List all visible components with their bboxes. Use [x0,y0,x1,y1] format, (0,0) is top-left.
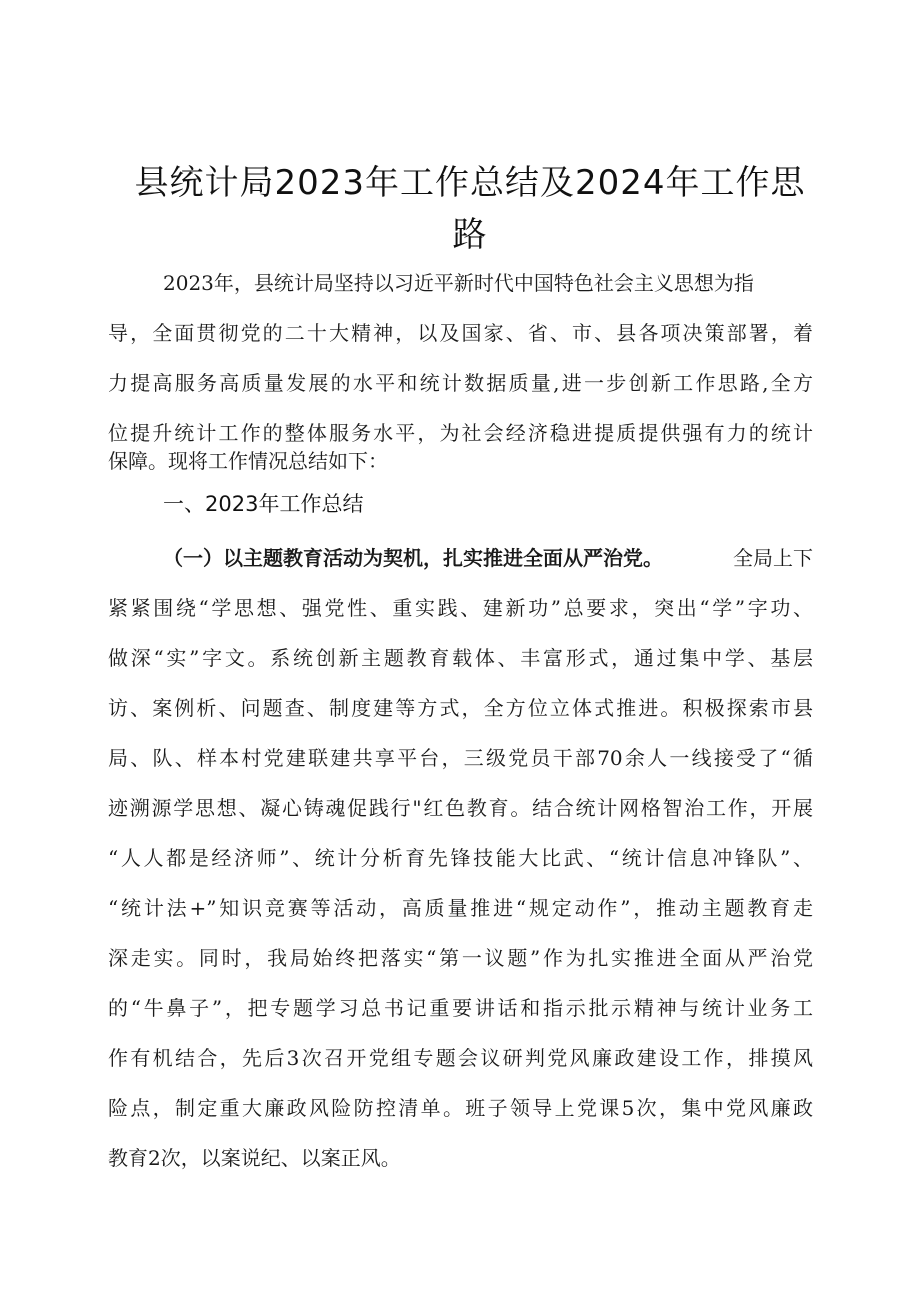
document-title-line-1: 县统计局2023年工作总结及2024年工作思 [134,163,806,203]
body-line: 局、队、样本村党建联建共享平台，三级党员干部70余人一线接受了“循 [108,746,813,770]
body-line: 险点，制定重大廉政风险防控清单。班子领导上党课5次，集中党风廉政 [108,1096,813,1120]
body-line: “人人都是经济师”、统计分析育先锋技能大比武、“统计信息冲锋队”、 [108,846,813,870]
section-heading: 一、2023年工作总结 [163,492,364,516]
document-title-line-2: 路 [452,215,488,255]
subsection-lead-tail: 全局上下 [733,546,813,570]
intro-line: 力提高服务高质量发展的水平和统计数据质量,进一步创新工作思路,全方 [108,371,813,395]
intro-line: 位提升统计工作的整体服务水平，为社会经济稳进提质提供强有力的统计 [108,421,813,445]
body-line: 紧紧围绕“学思想、强党性、重实践、建新功”总要求，突出“学”字功、 [108,596,813,620]
intro-line: 导，全面贯彻党的二十大精神，以及国家、省、市、县各项决策部署，着 [108,321,813,345]
body-line: 深走实。同时，我局始终把落实“第一议题”作为扎实推进全面从严治党 [108,946,813,970]
body-line: “统计法+”知识竞赛等活动，高质量推进“规定动作”，推动主题教育走 [108,896,813,920]
body-line: 迹溯源学思想、凝心铸魂促践行"红色教育。结合统计网格智治工作，开展 [108,796,813,820]
intro-line: 2023年，县统计局坚持以习近平新时代中国特色社会主义思想为指 [163,271,754,295]
subsection-lead: （一）以主题教育活动为契机，扎实推进全面从严治党。 [163,546,663,570]
body-line: 做深“实”字文。系统创新主题教育载体、丰富形式，通过集中学、基层 [108,646,813,670]
body-line: 教育2次，以案说纪、以案正风。 [108,1146,401,1170]
intro-line: 保障。现将工作情况总结如下： [108,449,388,473]
body-line: 作有机结合，先后3次召开党组专题会议研判党风廉政建设工作，排摸风 [108,1046,813,1070]
body-line: 访、案例析、问题查、制度建等方式，全方位立体式推进。积极探索市县 [108,696,813,720]
body-line: 的“牛鼻子”，把专题学习总书记重要讲话和指示批示精神与统计业务工 [108,996,813,1020]
subsection-first-line [163,545,813,571]
